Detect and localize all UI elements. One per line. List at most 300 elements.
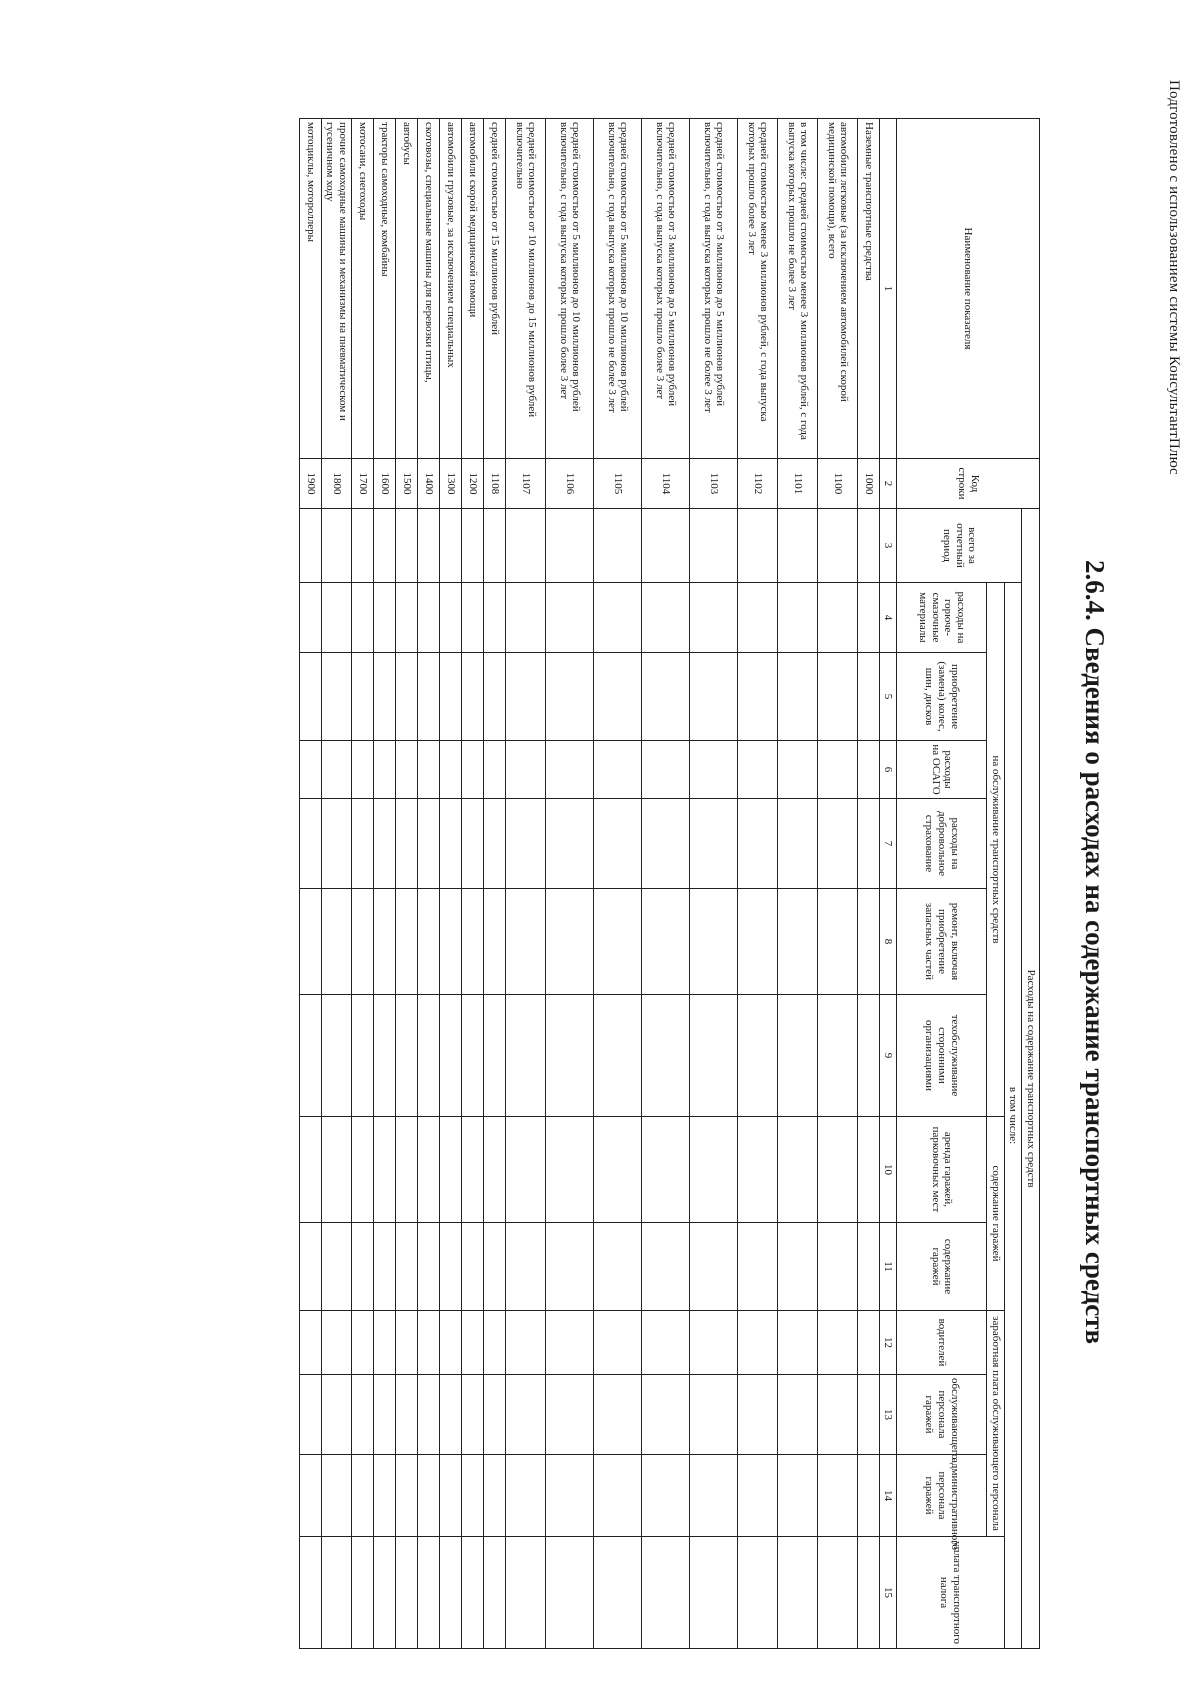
value-cell[interactable]	[546, 653, 594, 741]
header-salary: заработная плата обслуживающего персонала	[987, 1311, 1005, 1537]
value-cell[interactable]	[818, 741, 858, 799]
value-cell[interactable]	[418, 1223, 440, 1311]
value-cell[interactable]	[594, 1375, 642, 1455]
header-col11: содержание гаражей	[897, 1223, 987, 1311]
value-cell[interactable]	[506, 1223, 546, 1311]
value-cell[interactable]	[738, 799, 778, 889]
value-cell[interactable]	[440, 995, 462, 1117]
value-cell[interactable]	[858, 1223, 880, 1311]
value-cell[interactable]	[818, 889, 858, 995]
row-code: 1700	[352, 459, 374, 509]
value-cell[interactable]	[642, 1375, 690, 1455]
value-cell[interactable]	[594, 583, 642, 653]
value-cell[interactable]	[594, 509, 642, 583]
value-cell[interactable]	[352, 799, 374, 889]
value-cell[interactable]	[642, 1311, 690, 1375]
value-cell[interactable]	[299, 1117, 321, 1223]
value-cell[interactable]	[594, 799, 642, 889]
table-row	[374, 119, 396, 1649]
value-cell[interactable]	[440, 509, 462, 583]
table-row	[594, 119, 642, 1649]
value-cell[interactable]	[418, 741, 440, 799]
value-cell[interactable]	[374, 1455, 396, 1537]
value-cell[interactable]	[374, 1537, 396, 1649]
value-cell[interactable]	[778, 1455, 818, 1537]
value-cell[interactable]	[778, 1117, 818, 1223]
value-cell[interactable]	[462, 583, 484, 653]
value-cell[interactable]	[818, 653, 858, 741]
value-cell[interactable]	[374, 741, 396, 799]
value-cell[interactable]	[352, 653, 374, 741]
value-cell[interactable]	[506, 1311, 546, 1375]
value-cell[interactable]	[818, 1117, 858, 1223]
value-cell[interactable]	[352, 583, 374, 653]
row-name: в том числе: средней стоимостью менее 3 миллионов рублей, с года выпуска которых прошло не более 3 лет	[778, 119, 818, 459]
value-cell[interactable]	[858, 1455, 880, 1537]
value-cell[interactable]	[642, 1537, 690, 1649]
table-row	[690, 119, 738, 1649]
value-cell[interactable]	[462, 1223, 484, 1311]
value-cell[interactable]	[299, 1311, 321, 1375]
value-cell[interactable]	[818, 509, 858, 583]
value-cell[interactable]	[321, 741, 351, 799]
value-cell[interactable]	[352, 1455, 374, 1537]
value-cell[interactable]	[690, 799, 738, 889]
value-cell[interactable]	[818, 1223, 858, 1311]
value-cell[interactable]	[484, 1375, 506, 1455]
value-cell[interactable]	[440, 1375, 462, 1455]
value-cell[interactable]	[690, 889, 738, 995]
value-cell[interactable]	[690, 509, 738, 583]
value-cell[interactable]	[484, 799, 506, 889]
col-number: 1	[880, 119, 897, 459]
value-cell[interactable]	[484, 1537, 506, 1649]
value-cell[interactable]	[594, 1311, 642, 1375]
value-cell[interactable]	[374, 1311, 396, 1375]
row-code: 1900	[299, 459, 321, 509]
row-name: мотоциклы, мотороллеры	[299, 119, 321, 459]
col-number: 5	[880, 653, 897, 741]
value-cell[interactable]	[462, 509, 484, 583]
value-cell[interactable]	[440, 799, 462, 889]
value-cell[interactable]	[440, 741, 462, 799]
value-cell[interactable]	[462, 799, 484, 889]
value-cell[interactable]	[396, 1311, 418, 1375]
value-cell[interactable]	[594, 1223, 642, 1311]
value-cell[interactable]	[418, 889, 440, 995]
value-cell[interactable]	[818, 1311, 858, 1375]
value-cell[interactable]	[352, 889, 374, 995]
value-cell[interactable]	[299, 799, 321, 889]
value-cell[interactable]	[506, 799, 546, 889]
value-cell[interactable]	[299, 889, 321, 995]
value-cell[interactable]	[299, 509, 321, 583]
value-cell[interactable]	[418, 1455, 440, 1537]
row-code: 1000	[858, 459, 880, 509]
row-name: средней стоимостью менее 3 миллионов рублей, с года выпуска которых прошло более 3 лет	[738, 119, 778, 459]
value-cell[interactable]	[594, 1537, 642, 1649]
value-cell[interactable]	[484, 509, 506, 583]
value-cell[interactable]	[506, 653, 546, 741]
value-cell[interactable]	[352, 509, 374, 583]
value-cell[interactable]	[321, 889, 351, 995]
value-cell[interactable]	[858, 741, 880, 799]
value-cell[interactable]	[738, 1117, 778, 1223]
row-name: автомобили грузовые, за исключением специальных	[440, 119, 462, 459]
value-cell[interactable]	[858, 1537, 880, 1649]
value-cell[interactable]	[484, 741, 506, 799]
value-cell[interactable]	[738, 889, 778, 995]
value-cell[interactable]	[418, 995, 440, 1117]
value-cell[interactable]	[778, 741, 818, 799]
value-cell[interactable]	[321, 1223, 351, 1311]
value-cell[interactable]	[594, 1455, 642, 1537]
value-cell[interactable]	[858, 583, 880, 653]
header-col7: расходы на добровольное страхование	[897, 799, 987, 889]
value-cell[interactable]	[642, 509, 690, 583]
value-cell[interactable]	[440, 1117, 462, 1223]
value-cell[interactable]	[546, 889, 594, 995]
value-cell[interactable]	[462, 1117, 484, 1223]
value-cell[interactable]	[506, 1375, 546, 1455]
value-cell[interactable]	[321, 1455, 351, 1537]
value-cell[interactable]	[642, 741, 690, 799]
col-number: 13	[880, 1375, 897, 1455]
value-cell[interactable]	[642, 1455, 690, 1537]
value-cell[interactable]	[690, 1537, 738, 1649]
value-cell[interactable]	[858, 799, 880, 889]
value-cell[interactable]	[396, 583, 418, 653]
value-cell[interactable]	[778, 1537, 818, 1649]
value-cell[interactable]	[690, 583, 738, 653]
value-cell[interactable]	[546, 741, 594, 799]
value-cell[interactable]	[546, 1375, 594, 1455]
value-cell[interactable]	[738, 1537, 778, 1649]
row-name: средней стоимостью от 3 миллионов до 5 миллионов рублей включительно, с года выпуска которых прошло более 3 лет	[642, 119, 690, 459]
value-cell[interactable]	[778, 799, 818, 889]
value-cell[interactable]	[738, 583, 778, 653]
value-cell[interactable]	[321, 1311, 351, 1375]
value-cell[interactable]	[396, 1455, 418, 1537]
value-cell[interactable]	[690, 1311, 738, 1375]
value-cell[interactable]	[642, 1223, 690, 1311]
value-cell[interactable]	[374, 653, 396, 741]
value-cell[interactable]	[440, 1537, 462, 1649]
value-cell[interactable]	[690, 1117, 738, 1223]
value-cell[interactable]	[778, 889, 818, 995]
value-cell[interactable]	[352, 1117, 374, 1223]
row-name: автомобили легковые (за исключением автомобилей скорой медицинской помощи), всего	[818, 119, 858, 459]
value-cell[interactable]	[690, 1223, 738, 1311]
row-code: 1100	[818, 459, 858, 509]
value-cell[interactable]	[546, 1311, 594, 1375]
value-cell[interactable]	[462, 889, 484, 995]
row-name: средней стоимостью от 15 миллионов рублей	[484, 119, 506, 459]
value-cell[interactable]	[738, 653, 778, 741]
value-cell[interactable]	[418, 653, 440, 741]
value-cell[interactable]	[321, 799, 351, 889]
value-cell[interactable]	[418, 799, 440, 889]
value-cell[interactable]	[690, 995, 738, 1117]
value-cell[interactable]	[642, 995, 690, 1117]
col-number: 14	[880, 1455, 897, 1537]
table-row	[352, 119, 374, 1649]
col-number: 6	[880, 741, 897, 799]
value-cell[interactable]	[352, 1223, 374, 1311]
value-cell[interactable]	[484, 995, 506, 1117]
value-cell[interactable]	[374, 583, 396, 653]
value-cell[interactable]	[418, 1375, 440, 1455]
value-cell[interactable]	[546, 583, 594, 653]
value-cell[interactable]	[418, 583, 440, 653]
value-cell[interactable]	[352, 995, 374, 1117]
table-row	[506, 119, 546, 1649]
row-code: 1400	[418, 459, 440, 509]
value-cell[interactable]	[321, 1537, 351, 1649]
value-cell[interactable]	[738, 1375, 778, 1455]
value-cell[interactable]	[642, 1117, 690, 1223]
value-cell[interactable]	[374, 509, 396, 583]
value-cell[interactable]	[440, 889, 462, 995]
row-code: 1107	[506, 459, 546, 509]
value-cell[interactable]	[418, 1117, 440, 1223]
value-cell[interactable]	[858, 889, 880, 995]
value-cell[interactable]	[484, 653, 506, 741]
row-code: 1103	[690, 459, 738, 509]
value-cell[interactable]	[738, 1223, 778, 1311]
value-cell[interactable]	[462, 1375, 484, 1455]
value-cell[interactable]	[818, 1455, 858, 1537]
row-code: 1300	[440, 459, 462, 509]
value-cell[interactable]	[858, 995, 880, 1117]
value-cell[interactable]	[690, 1375, 738, 1455]
row-code: 1105	[594, 459, 642, 509]
value-cell[interactable]	[462, 1455, 484, 1537]
value-cell[interactable]	[352, 1311, 374, 1375]
expenses-table	[299, 118, 1040, 1649]
value-cell[interactable]	[778, 1375, 818, 1455]
table-row	[642, 119, 690, 1649]
value-cell[interactable]	[321, 583, 351, 653]
value-cell[interactable]	[374, 889, 396, 995]
value-cell[interactable]	[690, 653, 738, 741]
value-cell[interactable]	[484, 1223, 506, 1311]
value-cell[interactable]	[299, 1223, 321, 1311]
value-cell[interactable]	[418, 1537, 440, 1649]
value-cell[interactable]	[690, 741, 738, 799]
value-cell[interactable]	[546, 509, 594, 583]
value-cell[interactable]	[484, 583, 506, 653]
value-cell[interactable]	[321, 653, 351, 741]
value-cell[interactable]	[462, 1537, 484, 1649]
header-service: на обслуживание транспортных средств	[987, 583, 1005, 1117]
value-cell[interactable]	[642, 889, 690, 995]
value-cell[interactable]	[484, 1311, 506, 1375]
value-cell[interactable]	[778, 509, 818, 583]
table-row	[778, 119, 818, 1649]
value-cell[interactable]	[738, 1311, 778, 1375]
value-cell[interactable]	[321, 509, 351, 583]
header-garages: содержание гаражей	[987, 1117, 1005, 1311]
value-cell[interactable]	[858, 1311, 880, 1375]
value-cell[interactable]	[594, 995, 642, 1117]
value-cell[interactable]	[299, 583, 321, 653]
value-cell[interactable]	[396, 1223, 418, 1311]
value-cell[interactable]	[484, 889, 506, 995]
value-cell[interactable]	[418, 1311, 440, 1375]
value-cell[interactable]	[778, 995, 818, 1117]
value-cell[interactable]	[440, 583, 462, 653]
value-cell[interactable]	[396, 889, 418, 995]
row-code: 1104	[642, 459, 690, 509]
value-cell[interactable]	[738, 995, 778, 1117]
col-number: 15	[880, 1537, 897, 1649]
value-cell[interactable]	[546, 799, 594, 889]
value-cell[interactable]	[858, 1375, 880, 1455]
header-name: Наименование показателя	[897, 119, 1040, 459]
header-col15: уплата транспортного налога	[897, 1537, 1005, 1649]
row-code: 1200	[462, 459, 484, 509]
value-cell[interactable]	[818, 1537, 858, 1649]
table-row	[418, 119, 440, 1649]
col-number: 8	[880, 889, 897, 995]
value-cell[interactable]	[299, 653, 321, 741]
value-cell[interactable]	[778, 583, 818, 653]
col-number: 2	[880, 459, 897, 509]
value-cell[interactable]	[462, 995, 484, 1117]
row-name: скотовозы, специальные машины для перевозки птицы,	[418, 119, 440, 459]
value-cell[interactable]	[546, 1223, 594, 1311]
value-cell[interactable]	[642, 799, 690, 889]
value-cell[interactable]	[440, 653, 462, 741]
value-cell[interactable]	[642, 653, 690, 741]
value-cell[interactable]	[374, 995, 396, 1117]
value-cell[interactable]	[396, 1117, 418, 1223]
value-cell[interactable]	[299, 741, 321, 799]
value-cell[interactable]	[778, 1223, 818, 1311]
header-col5: приобретение (замена) колес, шин, дисков	[897, 653, 987, 741]
value-cell[interactable]	[506, 889, 546, 995]
value-cell[interactable]	[818, 583, 858, 653]
value-cell[interactable]	[299, 1375, 321, 1455]
value-cell[interactable]	[396, 1537, 418, 1649]
row-name: средней стоимостью от 5 миллионов до 10 миллионов рублей включительно, с года выпуска которых прошло более 3 лет	[546, 119, 594, 459]
value-cell[interactable]	[418, 509, 440, 583]
value-cell[interactable]	[321, 995, 351, 1117]
table-row	[396, 119, 418, 1649]
value-cell[interactable]	[546, 995, 594, 1117]
column-numbers-row	[880, 119, 897, 1649]
value-cell[interactable]	[690, 1455, 738, 1537]
row-name: мотосани, снегоходы	[352, 119, 374, 459]
page-title: 2.6.4. Сведения о расходах на содержание транспортных средств	[1080, 560, 1110, 1345]
consultant-watermark: Подготовлено с использованием системы КонсультантПлюс	[1166, 80, 1182, 475]
value-cell[interactable]	[546, 1455, 594, 1537]
value-cell[interactable]	[374, 1223, 396, 1311]
value-cell[interactable]	[396, 509, 418, 583]
value-cell[interactable]	[778, 653, 818, 741]
table-row	[484, 119, 506, 1649]
value-cell[interactable]	[440, 1455, 462, 1537]
table-row	[321, 119, 351, 1649]
header-col6: расходы на ОСАГО	[897, 741, 987, 799]
value-cell[interactable]	[506, 1537, 546, 1649]
value-cell[interactable]	[374, 799, 396, 889]
row-name: тракторы самоходные, комбайны	[374, 119, 396, 459]
value-cell[interactable]	[594, 741, 642, 799]
value-cell[interactable]	[352, 1537, 374, 1649]
value-cell[interactable]	[374, 1375, 396, 1455]
value-cell[interactable]	[642, 583, 690, 653]
value-cell[interactable]	[299, 1537, 321, 1649]
header-col14: административного персонала гаражей	[897, 1455, 987, 1537]
value-cell[interactable]	[594, 889, 642, 995]
value-cell[interactable]	[858, 509, 880, 583]
col-number: 3	[880, 509, 897, 583]
value-cell[interactable]	[594, 1117, 642, 1223]
value-cell[interactable]	[299, 995, 321, 1117]
header-col9: техобслуживание сторонними организациями	[897, 995, 987, 1117]
value-cell[interactable]	[396, 799, 418, 889]
value-cell[interactable]	[546, 1117, 594, 1223]
value-cell[interactable]	[818, 799, 858, 889]
value-cell[interactable]	[374, 1117, 396, 1223]
value-cell[interactable]	[738, 1455, 778, 1537]
value-cell[interactable]	[818, 995, 858, 1117]
row-name: средней стоимостью от 10 миллионов до 15 миллионов рублей включительно	[506, 119, 546, 459]
header-group-main: Расходы на содержание транспортных средств	[1022, 509, 1040, 1649]
row-name: автобусы	[396, 119, 418, 459]
value-cell[interactable]	[396, 653, 418, 741]
header-col13: обслуживающего персонала гаражей	[897, 1375, 987, 1455]
value-cell[interactable]	[299, 1455, 321, 1537]
value-cell[interactable]	[778, 1311, 818, 1375]
value-cell[interactable]	[484, 1117, 506, 1223]
value-cell[interactable]	[321, 1117, 351, 1223]
value-cell[interactable]	[440, 1311, 462, 1375]
value-cell[interactable]	[352, 741, 374, 799]
row-name: средней стоимостью от 5 миллионов до 10 миллионов рублей включительно, с года выпуска которых прошло не более 3 лет	[594, 119, 642, 459]
value-cell[interactable]	[484, 1455, 506, 1537]
value-cell[interactable]	[462, 1311, 484, 1375]
table-row	[858, 119, 880, 1649]
value-cell[interactable]	[352, 1375, 374, 1455]
value-cell[interactable]	[506, 583, 546, 653]
value-cell[interactable]	[396, 1375, 418, 1455]
value-cell[interactable]	[506, 1117, 546, 1223]
value-cell[interactable]	[506, 509, 546, 583]
value-cell[interactable]	[858, 653, 880, 741]
value-cell[interactable]	[462, 653, 484, 741]
value-cell[interactable]	[738, 741, 778, 799]
value-cell[interactable]	[462, 741, 484, 799]
value-cell[interactable]	[546, 1537, 594, 1649]
value-cell[interactable]	[321, 1375, 351, 1455]
value-cell[interactable]	[506, 741, 546, 799]
value-cell[interactable]	[396, 995, 418, 1117]
value-cell[interactable]	[858, 1117, 880, 1223]
col-number: 4	[880, 583, 897, 653]
value-cell[interactable]	[594, 653, 642, 741]
value-cell[interactable]	[738, 509, 778, 583]
value-cell[interactable]	[506, 995, 546, 1117]
header-col4: расходы на горюче-смазочные материалы	[897, 583, 987, 653]
table-row	[738, 119, 778, 1649]
value-cell[interactable]	[818, 1375, 858, 1455]
value-cell[interactable]	[506, 1455, 546, 1537]
value-cell[interactable]	[440, 1223, 462, 1311]
value-cell[interactable]	[396, 741, 418, 799]
